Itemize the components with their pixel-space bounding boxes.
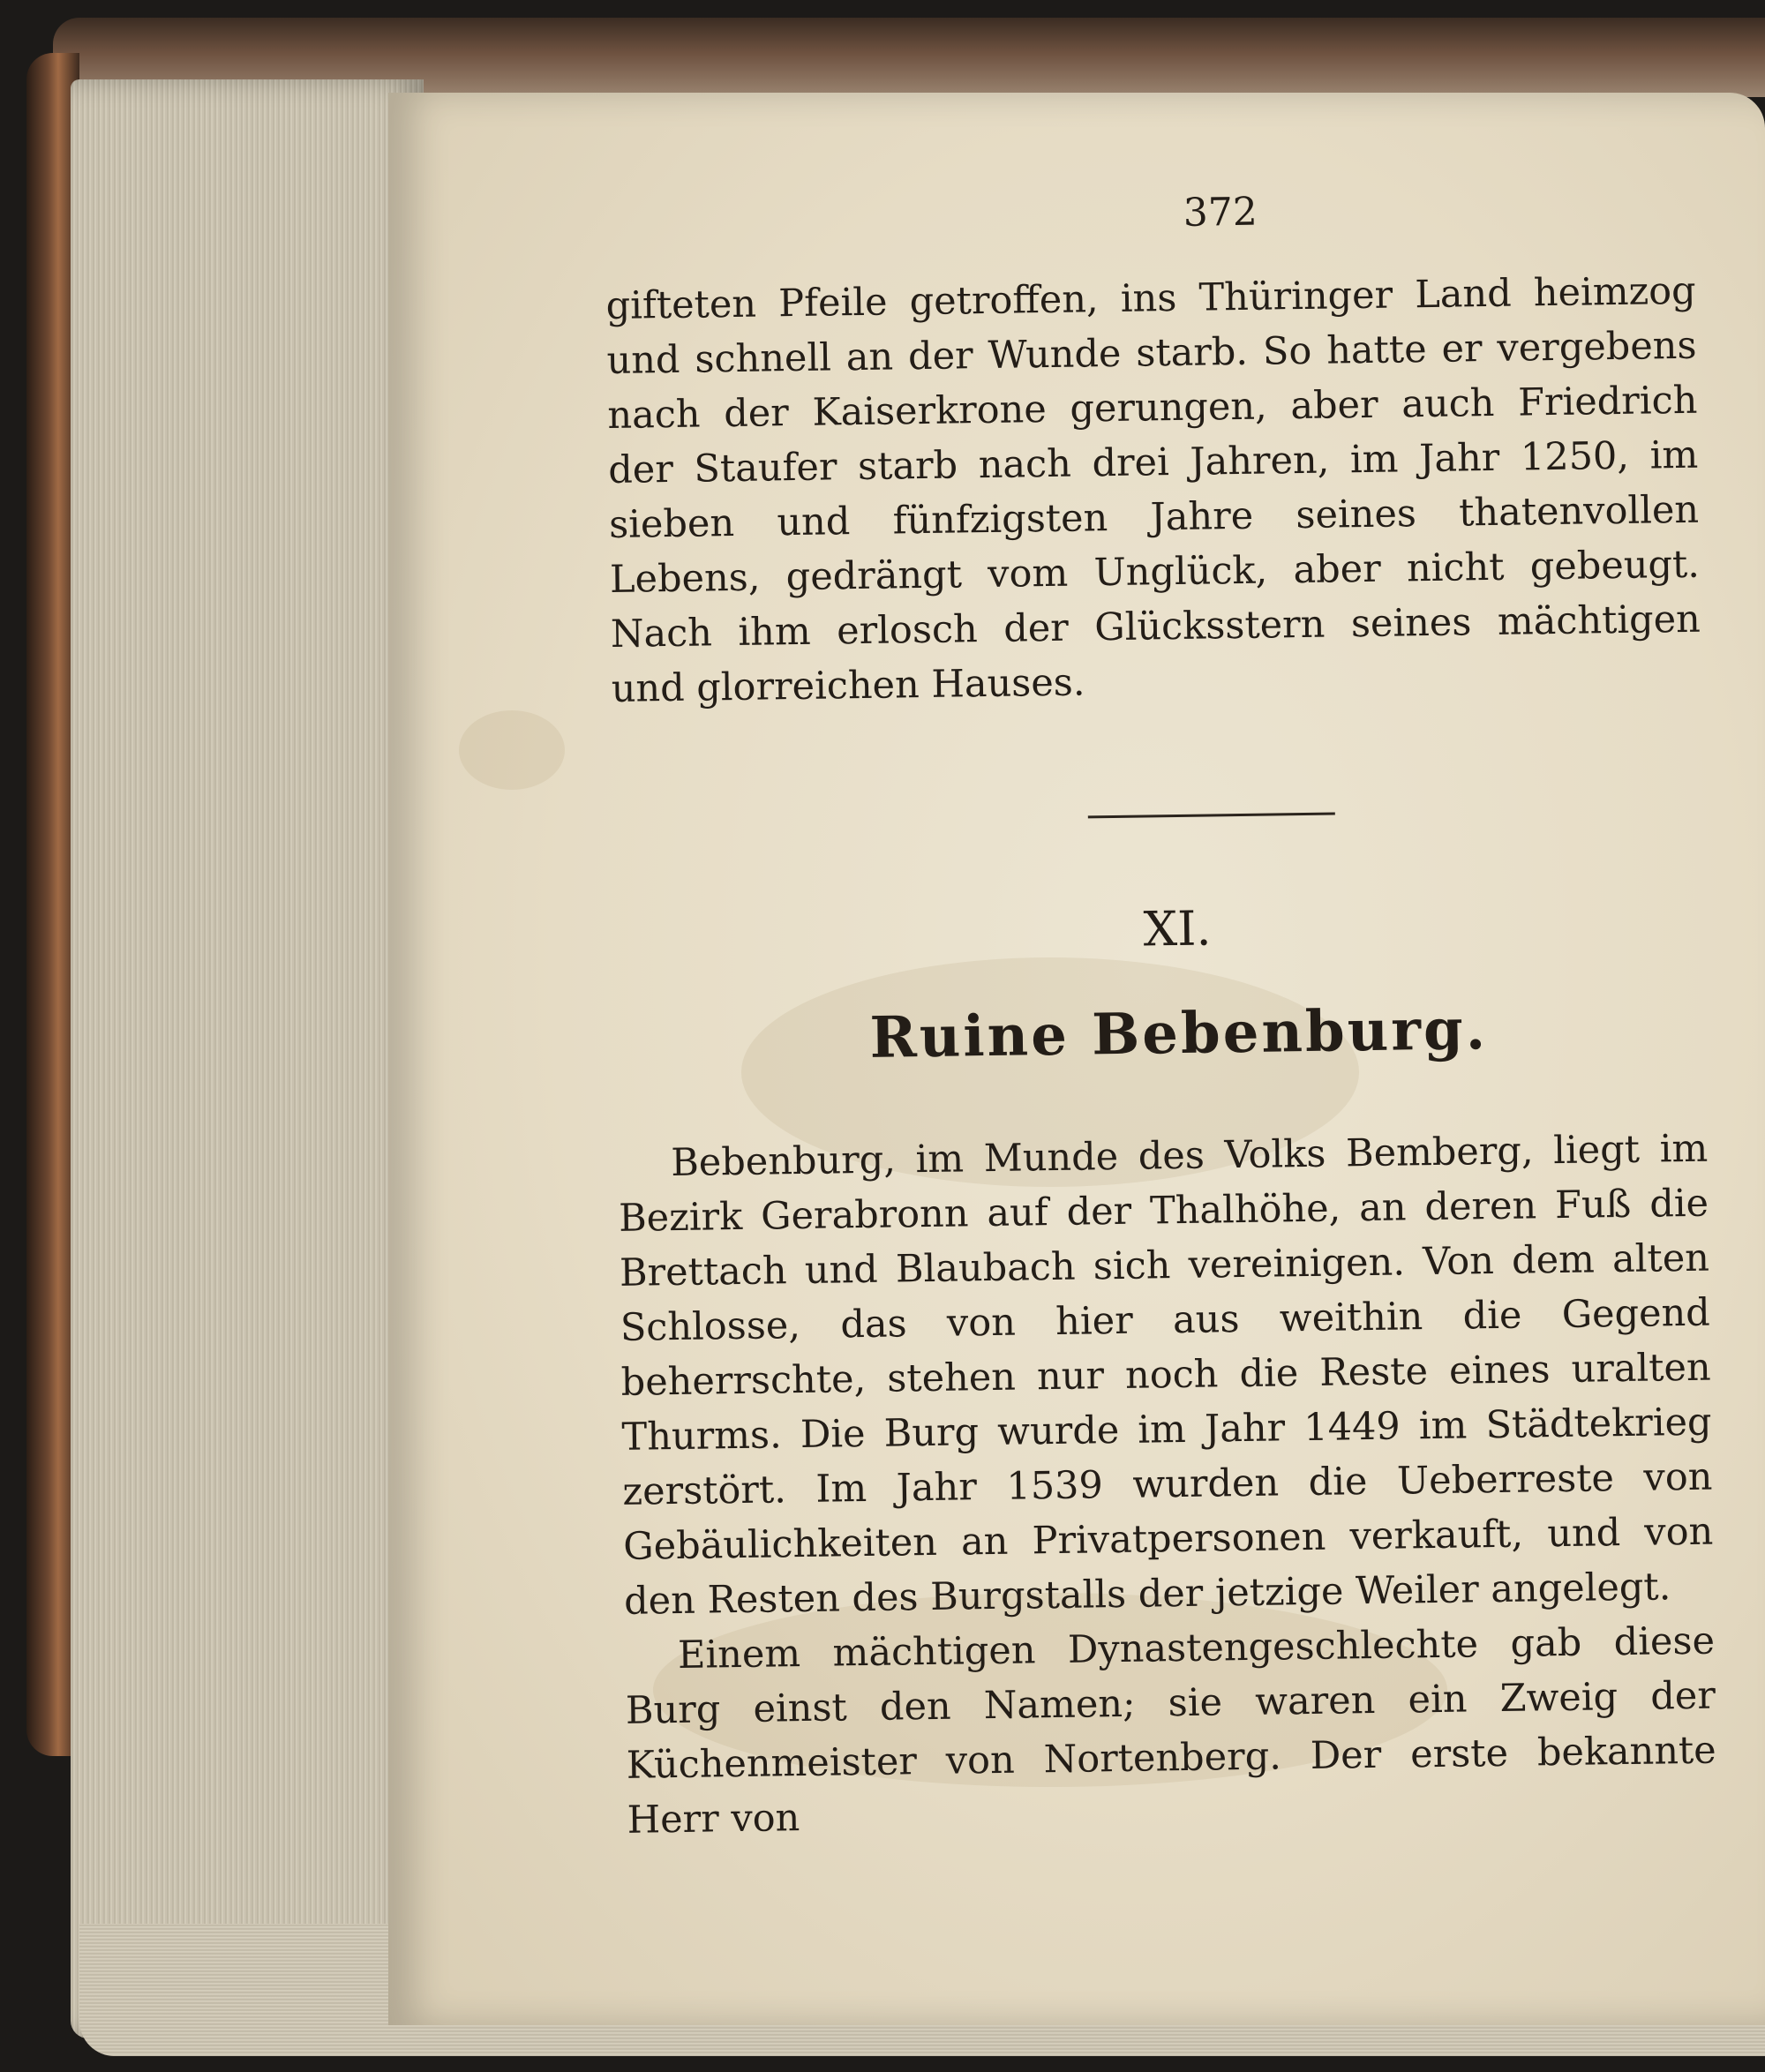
chapter-number: XI. (1143, 900, 1213, 957)
body-paragraph: Bebenburg, im Munde des Volks Bemberg, liegt im Bezirk Gerabronn auf der Thalhöhe, an deren Fuß die Brettach und Blaubach sich vereinigen. Von dem alten Schlosse, das von hier aus weithin die Gegend beherrschte, stehen nur noch die Reste eines uralten Thurms. Die Burg wurde im Jahr 1449 im Städtekrieg zerstört. Im Jahr 1539 wurden die Ueberreste von Gebäulichkeiten an Privatpersonen verkauft, und von den Resten des Burgstalls der jetzige Weiler angelegt. (618, 1126, 1714, 1624)
page-content (605, 184, 1717, 1848)
body-paragraph: Einem mächtigen Dynastengeschlechte gab diese Burg einst den Namen; sie waren ein Zweig der Küchenmeister von Nortenberg. Der erste bekannte Herr von (625, 1618, 1717, 1843)
page-edges (71, 79, 424, 2038)
chapter-title: Ruine Bebenburg. (869, 996, 1489, 1071)
top-paragraph: gifteten Pfeile getroffen, ins Thüringer Land heimzog und schnell an der Wunde starb. So hatte er vergebens nach der Kaiserkrone gerungen, aber auch Friedrich der Staufer starb nach drei Jahren, im Jahr 1250, im sieben und fünfzigsten Jahre seines thatenvollen Lebens, gedrängt vom Unglück, aber nicht gebeugt. Nach ihm erlosch der Glücksstern seines mächtigen und glorreichen Hauses. (605, 268, 1701, 711)
paper-stain (459, 710, 565, 790)
page-number: 372 (1183, 189, 1258, 236)
section-divider (1087, 813, 1334, 819)
book-page (388, 93, 1765, 2025)
